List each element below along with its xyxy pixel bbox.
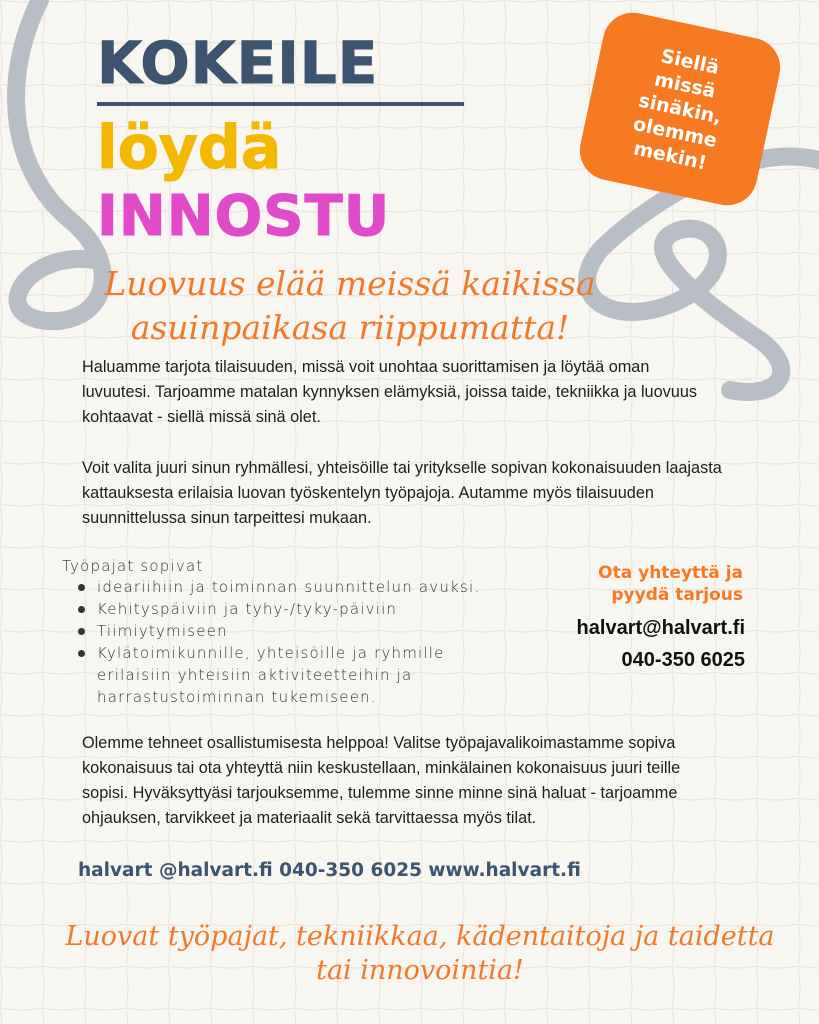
intro-paragraph-2: Voit valita juuri sinun ryhmällesi, yhteisöille tai yritykselle sopivan kokonaisuuden laajasta kattauksesta erilaisia luovan työskentelyn työpajoja. Autamme myös tilaisuuden suunnittelussa sinun tarpeittesi mukaan. [82,459,722,527]
bullet-icon [78,628,85,635]
headline-innostu: INNOSTU [97,184,391,249]
bullet-icon [78,650,85,657]
list-item: Kylätoimikunnille, yhteisöille ja ryhmille erilaisiin yhteisiin aktiviteetteihin ja harrastustoiminnan tukemiseen. [75,642,515,708]
contact-phone[interactable]: 040-350 6025 [621,649,745,671]
headline-loyda: löydä [97,113,282,183]
contact-cta: Ota yhteyttä ja pyydä tarjous [598,563,743,605]
headline-underline [97,102,464,106]
workshops-list [75,576,515,708]
top-tagline: Luovuus elää meissä kaikissa asuinpaikasa riippumatta! [104,264,596,347]
closing-paragraph: Olemme tehneet osallistumisesta helppoa! Valitse työpajavalikoimastamme sopiva kokonaisuus tai ota yhteyttä niin keskustellaan, minkälainen kokonaisuus juuri teille sopisi. Hyväksyttyäsi tarjouksemme, tulemme sinne minne sinä haluat - tarjoamme ohjauksen, tarvikkeet ja materiaalit sekä tarvittaessa myös tilat. [82,734,681,827]
bullet-icon [78,584,85,591]
intro-paragraph-1: Haluamme tarjota tilaisuuden, missä voit unohtaa suorittamisen ja löytää oman luvuutesi. Tarjoamme matalan kynnyksen elämyksiä, joissa taide, tekniikka ja luovuus kohtaavat - siellä missä sinä olet. [82,358,698,426]
slogan-badge [574,7,785,211]
headline-kokeile: KOKEILE [97,29,379,97]
slogan-badge-text: Siellä missä sinäkin, olemme mekin! [631,45,724,175]
workshops-title: Työpajat sopivat [62,557,204,575]
bottom-tagline: Luovat työpajat, tekniikkaa, kädentaitoja ja taidetta tai innovointia! [65,921,775,986]
list-item: ideariihiin ja toiminnan suunnittelun avuksi. [75,576,515,598]
contact-email[interactable]: halvart@halvart.fi [576,617,745,639]
bullet-icon [78,606,85,613]
footer-contact-line[interactable]: halvart @halvart.fi 040-350 6025 www.halvart.fi [78,860,581,881]
list-item: Tiimiytymiseen [75,620,515,642]
list-item: Kehityspäiviin ja tyhy-/tyky-päiviin [75,598,515,620]
